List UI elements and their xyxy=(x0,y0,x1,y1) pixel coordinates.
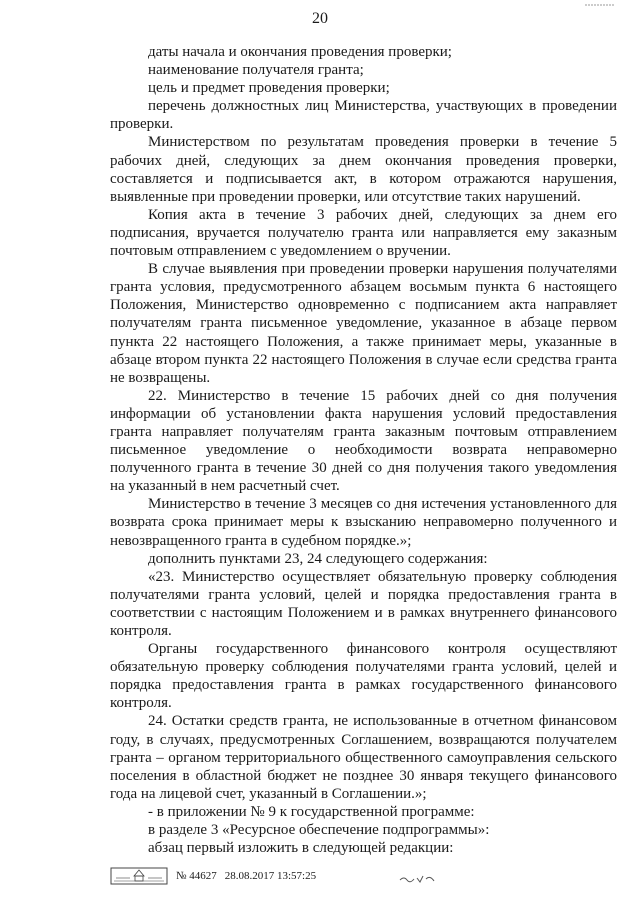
paragraph: Министерством по результатам проведения проверки в течение 5 рабочих дней, следующих за днем окончания проведения проверки, составляется и подписывается акт, в котором отражаются нарушения, выявленные при проведении проверки, или отсутствие таких нарушений. xyxy=(110,134,617,205)
document-body xyxy=(110,43,617,857)
paragraph: наименование получателя гранта; xyxy=(148,62,364,79)
registration-number: № 44627 xyxy=(176,870,217,882)
paragraph: Органы государственного финансового контроля осуществляют обязательную проверку соблюдения получателями гранта условий, целей и порядка предоставления гранта в рамках государственного финансового контроля. xyxy=(110,641,617,712)
footer-stamp xyxy=(110,866,316,886)
paragraph: В случае выявления при проведении проверки нарушения получателями гранта условия, предусмотренного абзацем восьмым пункта 6 настоящего Положения, Министерство одновременно с подписанием акта направляет получателям гранта письменное уведомление, указанное в абзаце первом пункта 22 настоящего Положения, а также принимает меры, указанные в абзаце втором пункта 22 настоящего Положения в случае если средства гранта не возвращены. xyxy=(110,261,617,386)
paragraph: Копия акта в течение 3 рабочих дней, следующих за днем его подписания, вручается получателю гранта или направляется ему заказным почтовым отправлением с уведомлением о вручении. xyxy=(110,206,617,260)
paragraph: цель и предмет проведения проверки; xyxy=(148,80,390,97)
paragraph: 22. Министерство в течение 15 рабочих дней со дня получения информации об установлении факта нарушения условий предоставления гранта направляет получателям гранта заказным почтовым отправлением письменное уведомление о необходимости возврата неправомерно полученного гранта в течение 30 дней со дня получения такого уведомления на указанный в нем расчетный счет. xyxy=(110,387,617,495)
paragraph: перечень должностных лиц Министерства, участвующих в проведении проверки. xyxy=(110,98,617,133)
corner-mark xyxy=(585,2,615,8)
registration-datetime: 28.08.2017 13:57:25 xyxy=(224,870,317,882)
paragraph: даты начала и окончания проведения проверки; xyxy=(148,44,452,60)
paragraph: «23. Министерство осуществляет обязательную проверку соблюдения получателями гранта условий, целей и порядка предоставления гранта в соответствии с настоящим Положением и в рамках внутреннего финансового контроля. xyxy=(110,568,617,639)
paragraph: абзац первый изложить в следующей редакции: xyxy=(148,840,454,857)
paragraph: 24. Остатки средств гранта, не использованные в отчетном финансовом году, в случаях, предусмотренных Соглашением, возвращаются получателем гранта – органом территориального общественного самоуправления сельского поселения в областной бюджет не позднее 30 января текущего финансового года на лицевой счет, указанный в Соглашении.»; xyxy=(110,713,617,802)
page-number: 20 xyxy=(312,10,328,27)
paragraph: Министерство в течение 3 месяцев со дня истечения установленного для возврата срока принимает меры к взысканию неправомерно полученного и невозвращенного гранта в судебном порядке.»; xyxy=(110,496,617,549)
paragraph: в разделе 3 «Ресурсное обеспечение подпрограммы»: xyxy=(148,822,490,839)
paragraph: дополнить пунктами 23, 24 следующего содержания: xyxy=(148,550,488,567)
registry-seal-icon xyxy=(110,867,168,885)
handwritten-mark xyxy=(398,870,438,886)
paragraph: - в приложении № 9 к государственной программе: xyxy=(148,803,475,820)
